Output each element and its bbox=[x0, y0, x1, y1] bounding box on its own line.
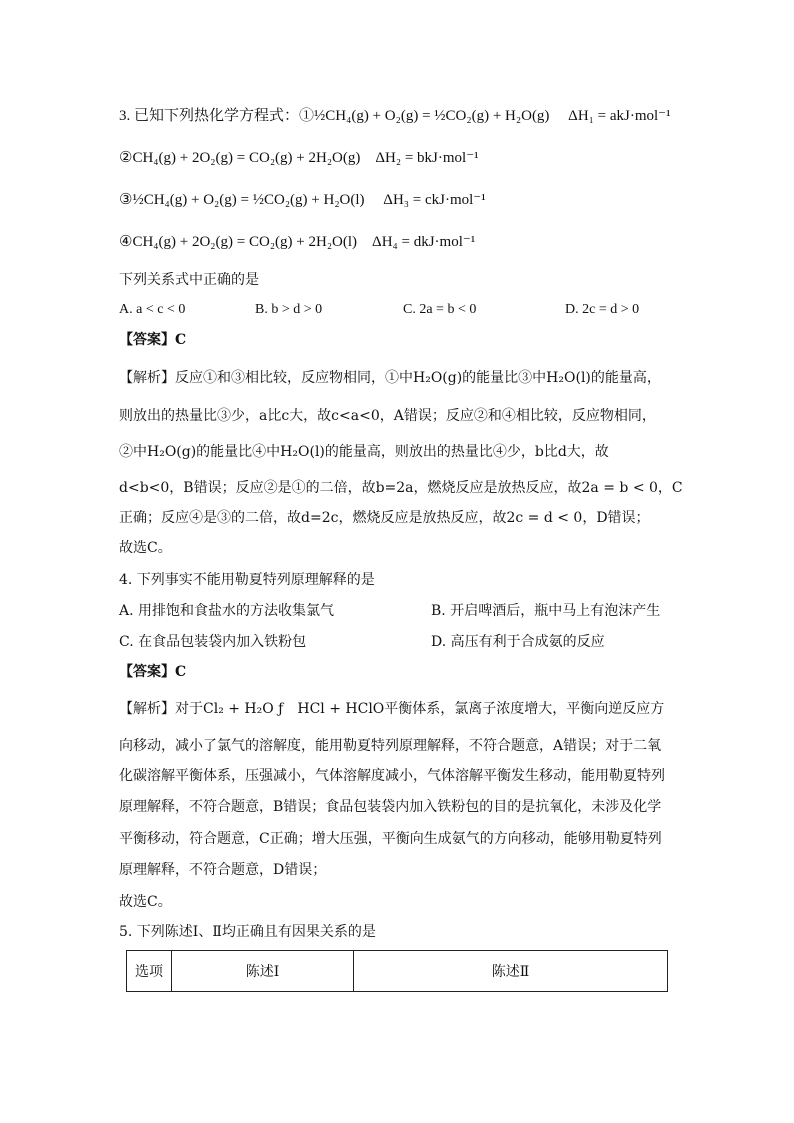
q3-analysis-line: 故选C。 bbox=[119, 540, 172, 556]
q3-analysis-line: 【解析】反应①和③相比较，反应物相同，①中H₂O(g)的能量比③中H₂O(l)的能量高， bbox=[119, 370, 661, 386]
q3-option-d: D. 2c = d > 0 bbox=[565, 302, 640, 317]
table-row bbox=[127, 951, 668, 992]
q3-option-c: C. 2a = b < 0 bbox=[403, 302, 477, 317]
q4-analysis-line: 向移动，减小了氯气的溶解度，能用勒夏特列原理解释，不符合题意，A错误；对于二氧 bbox=[119, 738, 662, 754]
q4-analysis-line: 化碳溶解平衡体系，压强减小，气体溶解度减小，气体溶解平衡发生移动，能用勒夏特列 bbox=[119, 768, 665, 784]
q4-option-d: D. 高压有利于合成氨的反应 bbox=[431, 634, 605, 650]
q5-table bbox=[126, 950, 668, 992]
q3-analysis-line: 则放出的热量比③少，a比c大，故c<a<0，A错误；反应②和④相比较，反应物相同， bbox=[119, 408, 656, 424]
q4-option-b: B. 开启啤酒后，瓶中马上有泡沫产生 bbox=[431, 603, 661, 619]
q3-equation-3: ③½CH₄(g) + O₂(g) = ½CO₂(g) + H₂O(l) ΔH₃ = ckJ·mol⁻¹ bbox=[119, 192, 486, 208]
q3-option-b: B. b > d > 0 bbox=[255, 302, 323, 317]
q3-equation-4: ④CH₄(g) + 2O₂(g) = CO₂(g) + 2H₂O(l) ΔH₄ = dkJ·mol⁻¹ bbox=[119, 234, 476, 250]
q3-analysis-line: ②中H₂O(g)的能量比④中H₂O(l)的能量高，则放出的热量比④少，b比d大，故 bbox=[119, 444, 609, 460]
q4-analysis-line: 【解析】对于Cl₂ + H₂O ƒ HCl + HClO平衡体系，氯离子浓度增大，平衡向逆反应方 bbox=[119, 701, 665, 717]
q3-answer: 【答案】C bbox=[119, 332, 187, 348]
q4-answer: 【答案】C bbox=[119, 664, 187, 680]
q3-analysis-line: 正确；反应④是③的二倍，故d=2c，燃烧反应是放热反应，故2c = d < 0，D错误； bbox=[119, 510, 650, 526]
q3-option-a: A. a < c < 0 bbox=[119, 302, 186, 317]
q4-option-c: C. 在食品包装袋内加入铁粉包 bbox=[119, 634, 307, 650]
q4-analysis-line: 平衡移动，符合题意，C正确；增大压强，平衡向生成氨气的方向移动，能够用勒夏特列 bbox=[119, 831, 662, 847]
q4-analysis-line: 故选C。 bbox=[119, 894, 172, 910]
q3-stem: 3. 已知下列热化学方程式：①½CH₄(g) + O₂(g) = ½CO₂(g) + H₂O(g) ΔH₁ = akJ·mol⁻¹ bbox=[119, 108, 671, 124]
q3-equation-2: ②CH₄(g) + 2O₂(g) = CO₂(g) + 2H₂O(g) ΔH₂ = bkJ·mol⁻¹ bbox=[119, 150, 479, 166]
q3-question: 下列关系式中正确的是 bbox=[119, 272, 259, 288]
table-header-statement-1: 陈述Ⅰ bbox=[172, 951, 354, 992]
q5-stem: 5. 下列陈述Ⅰ、Ⅱ均正确且有因果关系的是 bbox=[119, 924, 376, 940]
table-header-option: 选项 bbox=[127, 951, 172, 992]
q4-option-a: A. 用排饱和食盐水的方法收集氯气 bbox=[119, 603, 335, 619]
table-header-statement-2: 陈述Ⅱ bbox=[354, 951, 668, 992]
q4-analysis-line: 原理解释，不符合题意，D错误； bbox=[119, 862, 327, 878]
q4-stem: 4. 下列事实不能用勒夏特列原理解释的是 bbox=[119, 572, 375, 588]
q3-analysis-line: d<b<0，B错误；反应②是①的二倍，故b=2a，燃烧反应是放热反应，故2a = b < 0，C bbox=[119, 480, 683, 496]
q4-analysis-line: 原理解释，不符合题意，B错误；食品包装袋内加入铁粉包的目的是抗氧化，未涉及化学 bbox=[119, 799, 662, 815]
